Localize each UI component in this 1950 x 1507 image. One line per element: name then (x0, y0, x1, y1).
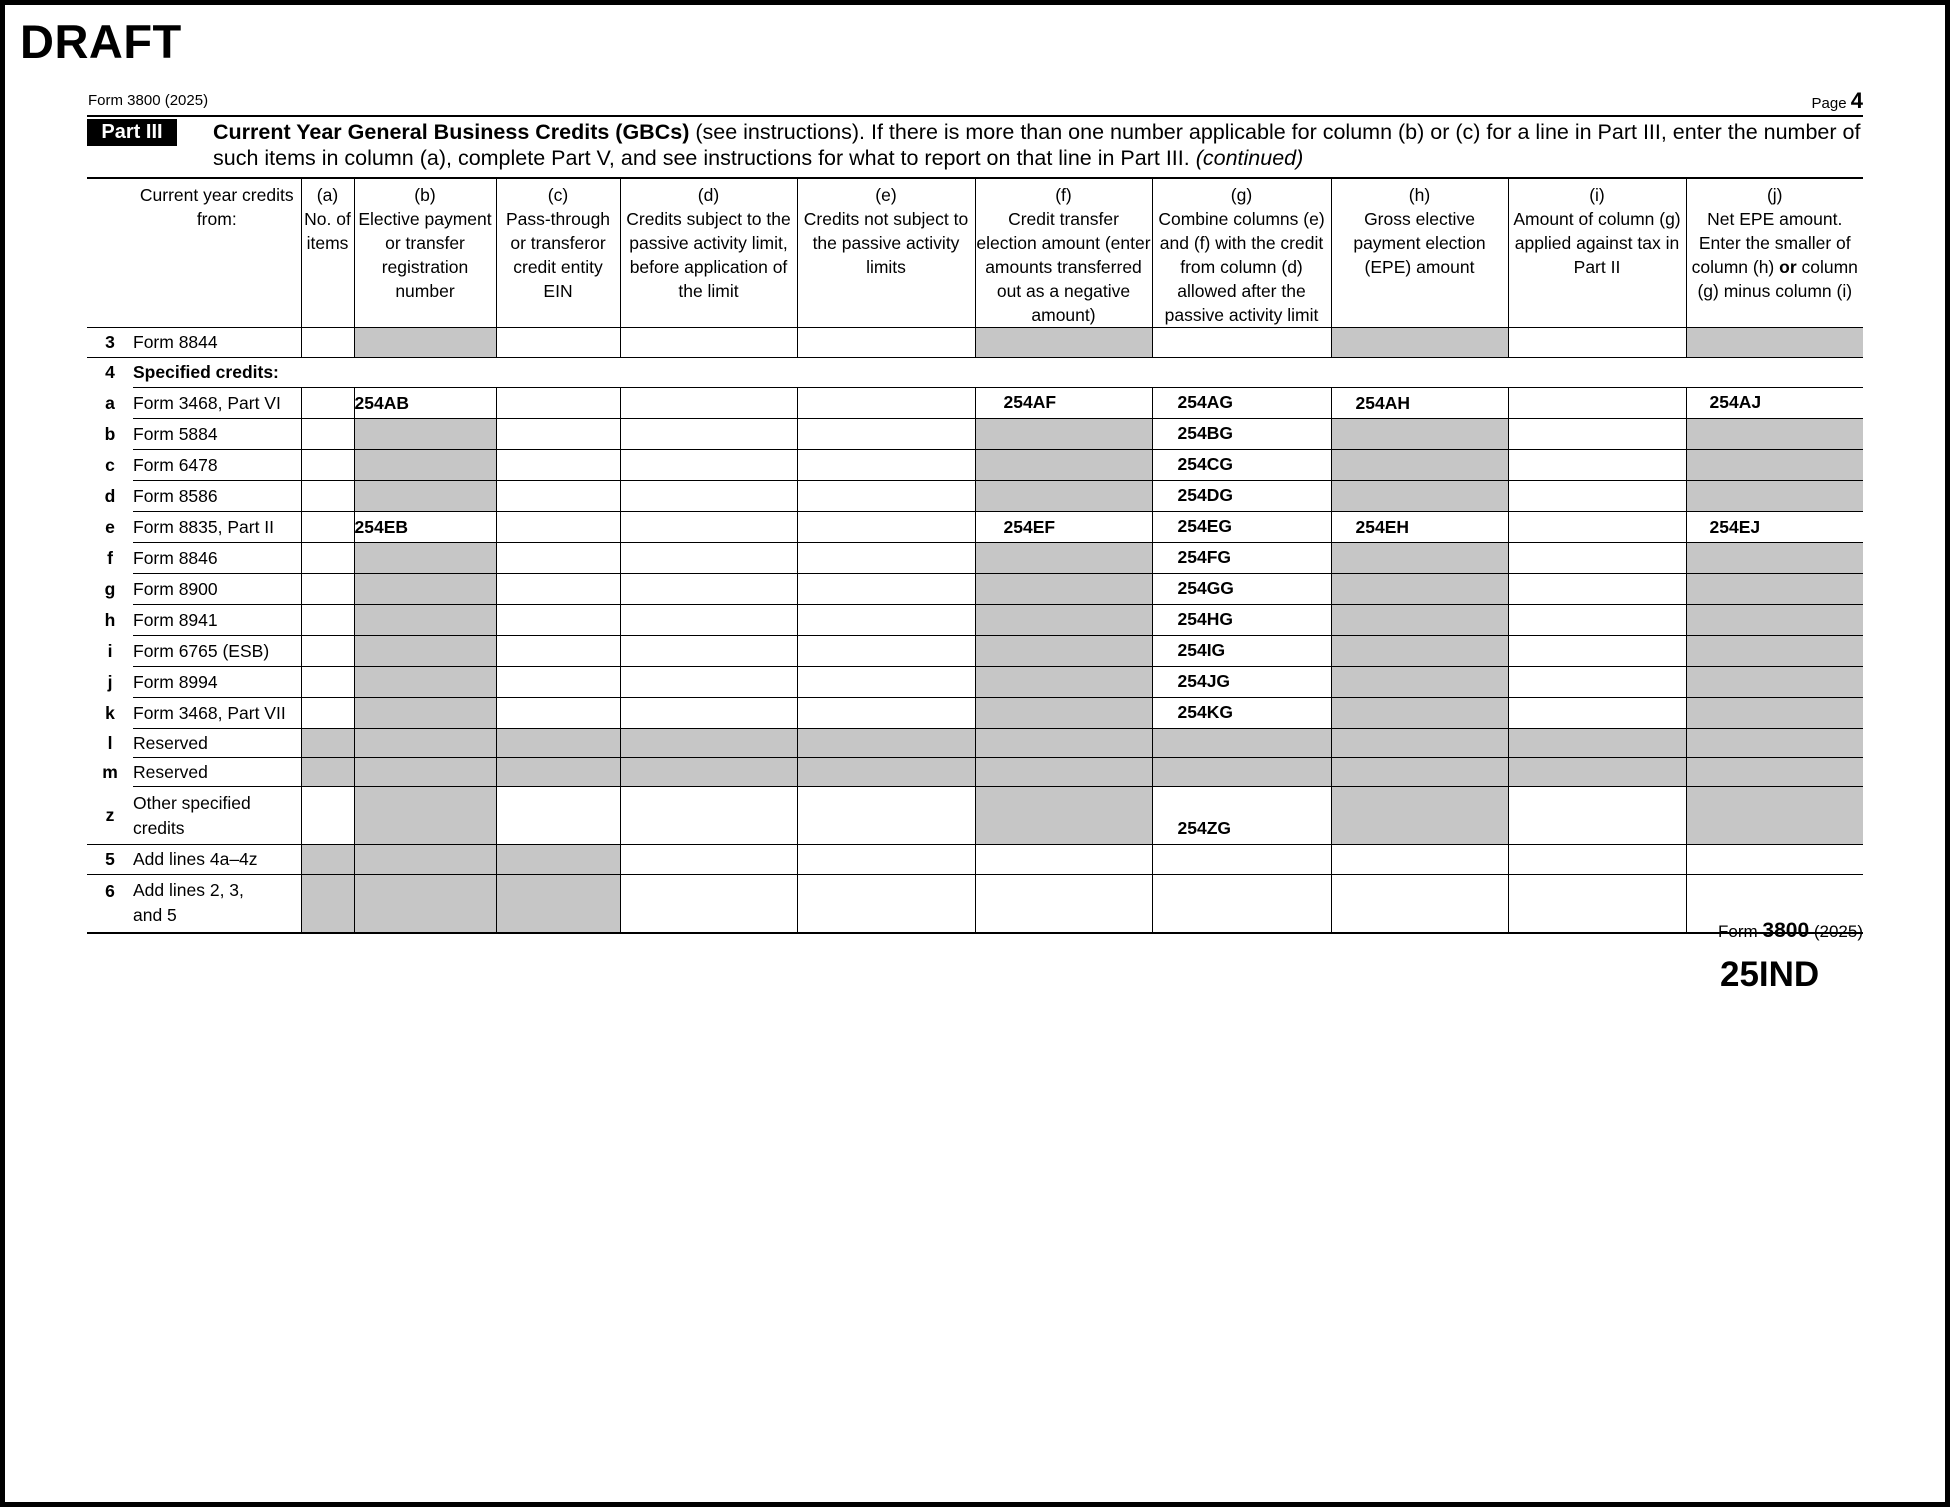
cell-h-shaded (1331, 328, 1508, 358)
footer-code: 25IND (1720, 955, 1820, 994)
cell-g[interactable] (1152, 328, 1331, 358)
col-j-letter: (j) (1766, 185, 1783, 205)
cell-e[interactable] (797, 787, 975, 845)
form-identifier: Form 3800 (2025) (88, 92, 209, 109)
cell-d[interactable] (620, 574, 797, 605)
line-description: Form 6478 (133, 450, 301, 481)
cell-f-shaded (975, 419, 1152, 450)
cell-h[interactable] (1331, 845, 1508, 875)
col-d-text: Credits subject to the passive activity limit, before application of the limit (626, 209, 791, 301)
field-code-g[interactable]: 254KG (1152, 698, 1331, 729)
cell-shaded (1686, 729, 1863, 758)
cell-f[interactable] (975, 845, 1152, 875)
cell-d[interactable] (620, 543, 797, 574)
cell-h[interactable] (1331, 875, 1508, 933)
cell-c[interactable] (496, 574, 620, 605)
table-row (87, 698, 1863, 729)
table-row (87, 845, 1863, 875)
cell-f[interactable] (975, 875, 1152, 933)
col-b-letter: (b) (414, 185, 436, 205)
cell-e[interactable] (797, 481, 975, 512)
cell-b-shaded (354, 574, 496, 605)
cell-e[interactable] (797, 328, 975, 358)
line-number: 3 (87, 328, 133, 358)
cell-d[interactable] (620, 481, 797, 512)
line-description-2: and 5 (133, 905, 177, 926)
cell-j-shaded (1686, 543, 1863, 574)
cell-b-shaded (354, 698, 496, 729)
cell-c-shaded (496, 845, 620, 875)
cell-shaded (354, 729, 496, 758)
cell-c[interactable] (496, 605, 620, 636)
field-code-g[interactable]: 254JG (1152, 667, 1331, 698)
header-col-g (1152, 178, 1331, 328)
cell-e[interactable] (797, 698, 975, 729)
table-row (87, 543, 1863, 574)
cell-shaded (620, 729, 797, 758)
cell-j-shaded (1686, 667, 1863, 698)
line-description (133, 358, 1863, 388)
line-description: Form 8844 (133, 328, 301, 358)
table-row (87, 388, 1863, 419)
cell-i[interactable] (1508, 605, 1686, 636)
page-label: Page (1811, 95, 1847, 112)
header-col-e (797, 178, 975, 328)
line-description: Form 8941 (133, 605, 301, 636)
cell-h-shaded (1331, 698, 1508, 729)
cell-a[interactable] (301, 419, 354, 450)
line-description: Form 8835, Part II (133, 512, 301, 543)
part-title (213, 119, 1865, 171)
cell-i[interactable] (1508, 388, 1686, 419)
line-description: Reserved (133, 758, 301, 787)
cell-e[interactable] (797, 875, 975, 933)
header-line-blank (87, 178, 133, 328)
cell-j-shaded (1686, 450, 1863, 481)
col-g-letter: (g) (1230, 185, 1253, 205)
table-row (87, 729, 1863, 758)
cell-e[interactable] (797, 450, 975, 481)
cell-i[interactable] (1508, 328, 1686, 358)
line-letter: k (105, 702, 115, 723)
cell-h-shaded (1331, 787, 1508, 845)
col-c-text: Pass-through or transferor credit entity EIN (505, 209, 611, 301)
line-description: Form 8846 (133, 543, 301, 574)
field-code-g[interactable]: 254FG (1152, 543, 1331, 574)
cell-e[interactable] (797, 543, 975, 574)
cell-a[interactable] (301, 328, 354, 358)
cell-c-shaded (496, 875, 620, 933)
footer-form-year: (2025) (1809, 922, 1863, 941)
cell-shaded (1152, 729, 1331, 758)
cell-d[interactable] (620, 512, 797, 543)
line-description: Add lines 4a–4z (133, 845, 301, 875)
col-e-text: Credits not subject to the passive activity limits (803, 209, 969, 277)
cell-c[interactable] (496, 450, 620, 481)
line-letter: f (107, 547, 113, 568)
field-code-b[interactable]: 254EB (354, 512, 496, 543)
table-row (87, 358, 1863, 388)
col-f-text: Credit transfer election amount (enter amounts transferred out as a negative amount) (976, 209, 1151, 325)
cell-c[interactable] (496, 512, 620, 543)
cell-a[interactable] (301, 636, 354, 667)
line-number: 4 (105, 362, 115, 383)
cell-f-shaded (975, 574, 1152, 605)
cell-h-shaded (1331, 636, 1508, 667)
field-code-j[interactable]: 254EJ (1686, 512, 1863, 543)
line-description: Form 5884 (133, 419, 301, 450)
field-code-g[interactable]: 254BG (1152, 419, 1331, 450)
table-row (87, 636, 1863, 667)
field-code-f[interactable]: 254EF (975, 512, 1152, 543)
line-letter: m (102, 761, 118, 782)
cell-shaded (1508, 758, 1686, 787)
col-i-text: Amount of column (g) applied against tax in Part II (1513, 209, 1681, 277)
col-h-letter: (h) (1408, 185, 1431, 205)
part-title-continued: (continued) (1195, 146, 1304, 170)
cell-f-shaded (975, 450, 1152, 481)
cell-b-shaded (354, 481, 496, 512)
line-letter: z (87, 787, 133, 845)
cell-e[interactable] (797, 667, 975, 698)
cell-c[interactable] (496, 481, 620, 512)
cell-b-shaded (354, 845, 496, 875)
col-g-text: Combine columns (e) and (f) with the credit from column (d) allowed after the passive activity limit (1158, 209, 1325, 325)
cell-shaded (1331, 729, 1508, 758)
page-number (1812, 88, 1863, 114)
line-description: Form 3468, Part VII (133, 698, 301, 729)
table-row (87, 512, 1863, 543)
field-code-g[interactable]: 254GG (1152, 574, 1331, 605)
cell-e[interactable] (797, 636, 975, 667)
cell-d[interactable] (620, 698, 797, 729)
cell-g[interactable] (1152, 875, 1331, 933)
table-row (87, 787, 1863, 845)
cell-i[interactable] (1508, 875, 1686, 933)
line-description: Form 8586 (133, 481, 301, 512)
col-d-letter: (d) (697, 185, 720, 205)
cell-a[interactable] (301, 605, 354, 636)
cell-c[interactable] (496, 698, 620, 729)
line-letter: j (107, 671, 113, 692)
cell-shaded (1508, 729, 1686, 758)
cell-b-shaded (354, 605, 496, 636)
cell-b-shaded (354, 543, 496, 574)
cell-j[interactable] (1686, 845, 1863, 875)
field-code-g[interactable]: 254HG (1152, 605, 1331, 636)
cell-j-shaded (1686, 328, 1863, 358)
cell-a[interactable] (301, 388, 354, 419)
part-badge: Part III (87, 119, 177, 146)
cell-shaded (496, 729, 620, 758)
cell-h-shaded (1331, 605, 1508, 636)
cell-f-shaded (975, 481, 1152, 512)
table-row (87, 667, 1863, 698)
cell-a[interactable] (301, 512, 354, 543)
header-col-f (975, 178, 1152, 328)
cell-a[interactable] (301, 667, 354, 698)
cell-a[interactable] (301, 698, 354, 729)
line-letter: i (107, 640, 113, 661)
cell-i[interactable] (1508, 698, 1686, 729)
draft-watermark: DRAFT (20, 15, 182, 68)
cell-b-shaded (354, 419, 496, 450)
cell-h-shaded (1331, 543, 1508, 574)
cell-c[interactable] (496, 636, 620, 667)
cell-a[interactable] (301, 543, 354, 574)
cell-i[interactable] (1508, 450, 1686, 481)
cell-i[interactable] (1508, 481, 1686, 512)
header-col-i (1508, 178, 1686, 328)
line-letter: d (104, 485, 116, 506)
cell-b-shaded (354, 875, 496, 933)
field-code-g[interactable]: 254AG (1152, 388, 1331, 419)
cell-d[interactable] (620, 388, 797, 419)
field-code-f[interactable]: 254AF (975, 388, 1152, 419)
col-c-letter: (c) (547, 185, 569, 205)
cell-c[interactable] (496, 419, 620, 450)
cell-shaded (1331, 758, 1508, 787)
line-description: Form 8900 (133, 574, 301, 605)
line-letter: g (104, 578, 116, 599)
cell-c[interactable] (496, 543, 620, 574)
cell-h-shaded (1331, 419, 1508, 450)
header-desc: Current year credits from: (133, 178, 301, 328)
cell-d[interactable] (620, 667, 797, 698)
cell-f-shaded (975, 605, 1152, 636)
cell-a-shaded (301, 875, 354, 933)
cell-f-shaded (975, 698, 1152, 729)
line-description-1: Add lines 2, 3, (133, 880, 244, 901)
cell-shaded (975, 729, 1152, 758)
cell-d[interactable] (620, 845, 797, 875)
cell-shaded (1152, 758, 1331, 787)
header-col-a (301, 178, 354, 328)
top-rule (87, 115, 1863, 117)
cell-shaded (354, 758, 496, 787)
field-code-g[interactable]: 254CG (1152, 450, 1331, 481)
line-description: Form 8994 (133, 667, 301, 698)
table-row (87, 450, 1863, 481)
line-description-1: Other specified (133, 792, 251, 813)
cell-d[interactable] (620, 605, 797, 636)
part-title-text: (see instructions). If there is more than one number applicable for column (b) or (c) for a line in Part III, enter the number of such items in column (a), complete Part V, and see instructions for what to report on that line in Part III. (213, 120, 1861, 170)
col-j-text (1687, 207, 1864, 303)
cell-c[interactable] (496, 667, 620, 698)
table-row (87, 758, 1863, 787)
credits-table (87, 177, 1863, 934)
col-a-letter: (a) (316, 185, 339, 205)
cell-d[interactable] (620, 875, 797, 933)
table-row (87, 605, 1863, 636)
cell-j-shaded (1686, 481, 1863, 512)
cell-e[interactable] (797, 419, 975, 450)
cell-j-shaded (1686, 574, 1863, 605)
line-description (133, 875, 301, 933)
line-number: 5 (87, 845, 133, 875)
field-code-j[interactable]: 254AJ (1686, 388, 1863, 419)
cell-j-shaded (1686, 787, 1863, 845)
col-h-text: Gross elective payment election (EPE) amount (1353, 209, 1486, 277)
cell-a[interactable] (301, 450, 354, 481)
cell-j-shaded (1686, 636, 1863, 667)
cell-f-shaded (975, 787, 1152, 845)
cell-shaded (496, 758, 620, 787)
footer-form-prefix: Form (1718, 922, 1763, 941)
page-number-value: 4 (1850, 88, 1863, 113)
cell-h-shaded (1331, 667, 1508, 698)
cell-a-shaded (301, 845, 354, 875)
table-row (87, 574, 1863, 605)
line-description (133, 787, 301, 845)
table-row (87, 481, 1863, 512)
cell-i[interactable] (1508, 419, 1686, 450)
header-col-d (620, 178, 797, 328)
header-col-h (1331, 178, 1508, 328)
line-letter: l (107, 732, 113, 753)
cell-j-shaded (1686, 419, 1863, 450)
col-a-text: No. of items (304, 209, 351, 253)
line-description: Form 3468, Part VI (133, 388, 301, 419)
cell-i[interactable] (1508, 787, 1686, 845)
cell-shaded (975, 758, 1152, 787)
cell-g[interactable] (1152, 845, 1331, 875)
cell-shaded (1686, 758, 1863, 787)
col-b-text: Elective payment or transfer registration number (358, 209, 492, 301)
specified-credits-label: Specified credits: (133, 362, 279, 382)
cell-h-shaded (1331, 574, 1508, 605)
cell-e[interactable] (797, 605, 975, 636)
cell-d[interactable] (620, 787, 797, 845)
line-letter: e (105, 516, 115, 537)
line-description-2: credits (133, 817, 185, 838)
cell-d[interactable] (620, 636, 797, 667)
cell-shaded (301, 758, 354, 787)
line-number: 6 (87, 875, 133, 933)
cell-i[interactable] (1508, 543, 1686, 574)
cell-shaded (620, 758, 797, 787)
cell-i[interactable] (1508, 512, 1686, 543)
field-code-g[interactable]: 254ZG (1152, 787, 1331, 845)
cell-a[interactable] (301, 787, 354, 845)
line-letter: a (105, 392, 115, 413)
cell-i[interactable] (1508, 845, 1686, 875)
cell-b-shaded (354, 787, 496, 845)
field-code-b[interactable]: 254AB (354, 388, 496, 419)
col-e-letter: (e) (875, 185, 897, 205)
cell-b-shaded (354, 667, 496, 698)
cell-c[interactable] (496, 787, 620, 845)
col-i-letter: (i) (1589, 185, 1605, 205)
cell-h-shaded (1331, 450, 1508, 481)
cell-c[interactable] (496, 328, 620, 358)
cell-e[interactable] (797, 388, 975, 419)
cell-j-shaded (1686, 605, 1863, 636)
cell-i[interactable] (1508, 667, 1686, 698)
cell-shaded (797, 729, 975, 758)
cell-h-shaded (1331, 481, 1508, 512)
cell-b-shaded (354, 636, 496, 667)
field-code-h[interactable]: 254EH (1331, 512, 1508, 543)
cell-j-shaded (1686, 698, 1863, 729)
line-description: Form 6765 (ESB) (133, 636, 301, 667)
col-j-text-1: Net EPE amount. Enter the smaller of column (h) (1691, 209, 1851, 277)
col-j-text-or: or (1779, 257, 1797, 277)
table-row (87, 875, 1863, 933)
footer-form-id (1718, 919, 1863, 943)
cell-i[interactable] (1508, 636, 1686, 667)
cell-shaded (797, 758, 975, 787)
cell-d[interactable] (620, 419, 797, 450)
cell-e[interactable] (797, 574, 975, 605)
cell-b-shaded (354, 450, 496, 481)
column-header-row (87, 178, 1863, 328)
field-code-g[interactable]: 254IG (1152, 636, 1331, 667)
line-letter: h (104, 609, 116, 630)
cell-a[interactable] (301, 481, 354, 512)
cell-i[interactable] (1508, 574, 1686, 605)
col-j-text-2: column (g) minus column (i) (1697, 257, 1858, 301)
cell-d[interactable] (620, 328, 797, 358)
header-col-b (354, 178, 496, 328)
col-f-letter: (f) (1055, 185, 1072, 205)
cell-f-shaded (975, 543, 1152, 574)
line-letter: c (105, 454, 115, 475)
part-title-bold: Current Year General Business Credits (GBCs) (213, 120, 690, 144)
cell-c[interactable] (496, 388, 620, 419)
cell-d[interactable] (620, 450, 797, 481)
cell-a[interactable] (301, 574, 354, 605)
table-row (87, 328, 1863, 358)
cell-e[interactable] (797, 845, 975, 875)
cell-e[interactable] (797, 512, 975, 543)
cell-shaded (301, 729, 354, 758)
header-col-c (496, 178, 620, 328)
field-code-g[interactable]: 254EG (1152, 512, 1331, 543)
line-letter: b (104, 423, 116, 444)
cell-f-shaded (975, 636, 1152, 667)
header-col-j (1686, 178, 1863, 328)
cell-f-shaded (975, 667, 1152, 698)
cell-b-shaded (354, 328, 496, 358)
line-description: Reserved (133, 729, 301, 758)
field-code-h[interactable]: 254AH (1331, 388, 1508, 419)
cell-f-shaded (975, 328, 1152, 358)
footer-form-number: 3800 (1762, 919, 1810, 942)
field-code-g[interactable]: 254DG (1152, 481, 1331, 512)
table-row (87, 419, 1863, 450)
